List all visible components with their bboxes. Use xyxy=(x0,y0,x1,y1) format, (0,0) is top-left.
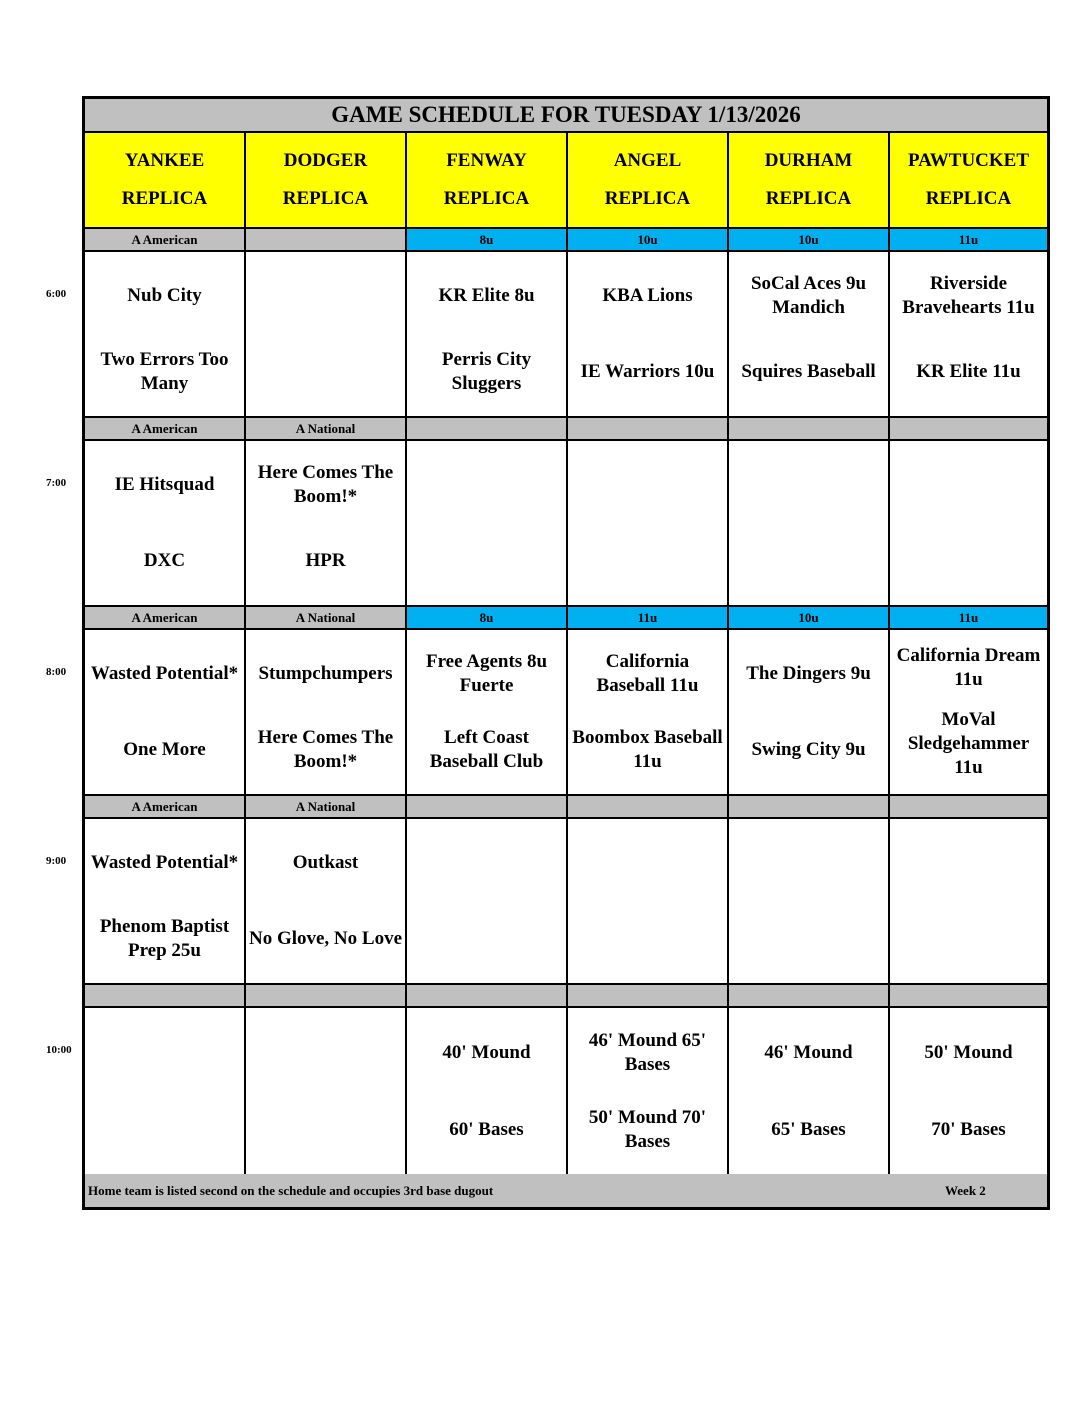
field-name: DODGER xyxy=(283,150,368,171)
home-team: HPR xyxy=(305,550,346,571)
away-team: IE Hitsquad xyxy=(114,474,215,495)
away-team: 40' Mound xyxy=(442,1041,531,1063)
division-label: A National xyxy=(246,607,407,628)
division-label xyxy=(568,985,729,1006)
division-label xyxy=(729,796,890,817)
home-team: Left Coast Baseball Club xyxy=(429,727,544,772)
field-header-1 xyxy=(246,133,407,227)
field-header-2 xyxy=(407,133,568,227)
game-cell xyxy=(407,441,568,605)
field-subtitle: REPLICA xyxy=(925,188,1012,209)
away-team: Wasted Potential* xyxy=(90,663,239,684)
division-label xyxy=(890,985,1047,1006)
game-cell xyxy=(729,441,890,605)
away-team: Stumpchumpers xyxy=(258,663,393,684)
division-label xyxy=(568,418,729,439)
game-cell xyxy=(729,252,890,416)
field-subtitle: REPLICA xyxy=(443,188,530,209)
footer-week: Week 2 xyxy=(945,1182,986,1198)
game-row xyxy=(85,252,1047,418)
away-team: Here Comes The Boom!* xyxy=(257,462,394,507)
footer-note: Home team is listed second on the schedule and occupies 3rd base dugout xyxy=(88,1182,494,1198)
field-header-5 xyxy=(890,133,1047,227)
game-cell xyxy=(85,252,246,416)
division-label: 11u xyxy=(568,607,729,628)
time-label: 8:00 xyxy=(46,666,67,678)
division-label: 11u xyxy=(890,229,1047,250)
away-team: Riverside Bravehearts 11u xyxy=(902,273,1035,318)
home-team: Phenom Baptist Prep 25u xyxy=(99,916,230,961)
game-cell xyxy=(890,630,1047,794)
division-label: 8u xyxy=(407,607,568,628)
field-name: ANGEL xyxy=(613,150,682,171)
field-header-4 xyxy=(729,133,890,227)
division-label xyxy=(568,796,729,817)
home-team: Perris City Sluggers xyxy=(441,349,532,394)
division-label xyxy=(246,985,407,1006)
division-label xyxy=(407,985,568,1006)
home-team: 60' Bases xyxy=(449,1118,524,1140)
away-team: California Baseball 11u xyxy=(596,651,699,696)
division-label: 8u xyxy=(407,229,568,250)
division-row xyxy=(85,985,1047,1008)
away-team: 50' Mound xyxy=(924,1041,1013,1063)
game-cell xyxy=(246,441,407,605)
division-label: A National xyxy=(246,796,407,817)
home-team: MoVal Sledgehammer 11u xyxy=(907,709,1030,778)
division-label xyxy=(407,796,568,817)
home-team: IE Warriors 10u xyxy=(580,361,715,382)
division-label xyxy=(85,985,246,1006)
away-team: KR Elite 8u xyxy=(438,285,535,306)
away-team: The Dingers 9u xyxy=(746,663,871,684)
game-row xyxy=(85,441,1047,607)
division-row xyxy=(85,229,1047,252)
game-cell xyxy=(246,819,407,983)
division-label xyxy=(407,418,568,439)
division-label xyxy=(246,229,407,250)
home-team: 65' Bases xyxy=(771,1118,846,1140)
division-label xyxy=(890,418,1047,439)
home-team: DXC xyxy=(143,550,186,571)
schedule-title: GAME SCHEDULE FOR TUESDAY 1/13/2026 xyxy=(85,99,1047,133)
home-team: KR Elite 11u xyxy=(916,361,1021,382)
game-cell xyxy=(246,252,407,416)
field-name: DURHAM xyxy=(764,150,853,171)
away-team: SoCal Aces 9u Mandich xyxy=(750,273,867,318)
division-row xyxy=(85,796,1047,819)
division-label: 10u xyxy=(729,607,890,628)
game-cell xyxy=(568,1008,729,1174)
field-header-3 xyxy=(568,133,729,227)
away-team: 46' Mound 65' Bases xyxy=(588,1029,707,1075)
game-cell xyxy=(407,630,568,794)
division-label: A American xyxy=(85,229,246,250)
game-cell xyxy=(729,1008,890,1174)
division-label xyxy=(729,418,890,439)
time-slots xyxy=(85,229,1047,1174)
game-cell xyxy=(890,441,1047,605)
home-team: 50' Mound 70' Bases xyxy=(588,1106,707,1152)
home-team: One More xyxy=(123,739,206,760)
division-label: 10u xyxy=(568,229,729,250)
time-label: 6:00 xyxy=(46,288,67,300)
home-team: No Glove, No Love xyxy=(248,928,403,949)
game-cell xyxy=(890,1008,1047,1174)
game-cell xyxy=(729,630,890,794)
time-label: 9:00 xyxy=(46,855,67,867)
away-team: Wasted Potential* xyxy=(90,852,239,873)
home-team: Swing City 9u xyxy=(751,739,866,760)
field-subtitle: REPLICA xyxy=(282,188,369,209)
game-cell xyxy=(568,630,729,794)
game-cell xyxy=(85,441,246,605)
field-subtitle: REPLICA xyxy=(121,188,208,209)
home-team: Two Errors Too Many xyxy=(100,349,229,394)
game-row xyxy=(85,819,1047,985)
division-label: 11u xyxy=(890,607,1047,628)
division-label: 10u xyxy=(729,229,890,250)
time-label: 7:00 xyxy=(46,477,67,489)
game-cell xyxy=(85,1008,246,1174)
field-header-0 xyxy=(85,133,246,227)
game-row xyxy=(85,630,1047,796)
division-label: A National xyxy=(246,418,407,439)
field-header-row xyxy=(85,133,1047,229)
home-team: Squires Baseball xyxy=(741,361,876,382)
game-cell xyxy=(246,1008,407,1174)
schedule-table xyxy=(82,96,1050,1210)
game-cell xyxy=(568,441,729,605)
division-label: A American xyxy=(85,607,246,628)
game-cell xyxy=(85,630,246,794)
field-name: PAWTUCKET xyxy=(907,150,1030,171)
field-subtitle: REPLICA xyxy=(765,188,852,209)
game-cell xyxy=(568,252,729,416)
game-cell xyxy=(85,819,246,983)
home-team: Boombox Baseball 11u xyxy=(572,727,723,772)
away-team: Nub City xyxy=(127,285,202,306)
away-team: 46' Mound xyxy=(764,1041,853,1063)
game-cell xyxy=(568,819,729,983)
division-label xyxy=(890,796,1047,817)
home-team: Here Comes The Boom!* xyxy=(257,727,394,772)
division-label: A American xyxy=(85,796,246,817)
time-label: 10:00 xyxy=(46,1044,72,1056)
game-cell xyxy=(246,630,407,794)
game-cell xyxy=(729,819,890,983)
game-row xyxy=(85,1008,1047,1174)
footer-row xyxy=(85,1174,1047,1207)
away-team: Free Agents 8u Fuerte xyxy=(425,651,548,696)
game-cell xyxy=(407,1008,568,1174)
division-label: A American xyxy=(85,418,246,439)
field-subtitle: REPLICA xyxy=(604,188,691,209)
away-team: KBA Lions xyxy=(602,285,693,306)
field-name: FENWAY xyxy=(446,150,527,171)
division-row xyxy=(85,607,1047,630)
field-name: YANKEE xyxy=(124,150,205,171)
game-cell xyxy=(890,819,1047,983)
game-cell xyxy=(407,252,568,416)
away-team: Outkast xyxy=(292,852,359,873)
game-cell xyxy=(890,252,1047,416)
division-row xyxy=(85,418,1047,441)
away-team: California Dream 11u xyxy=(896,645,1041,690)
division-label xyxy=(729,985,890,1006)
game-cell xyxy=(407,819,568,983)
home-team: 70' Bases xyxy=(931,1118,1006,1140)
